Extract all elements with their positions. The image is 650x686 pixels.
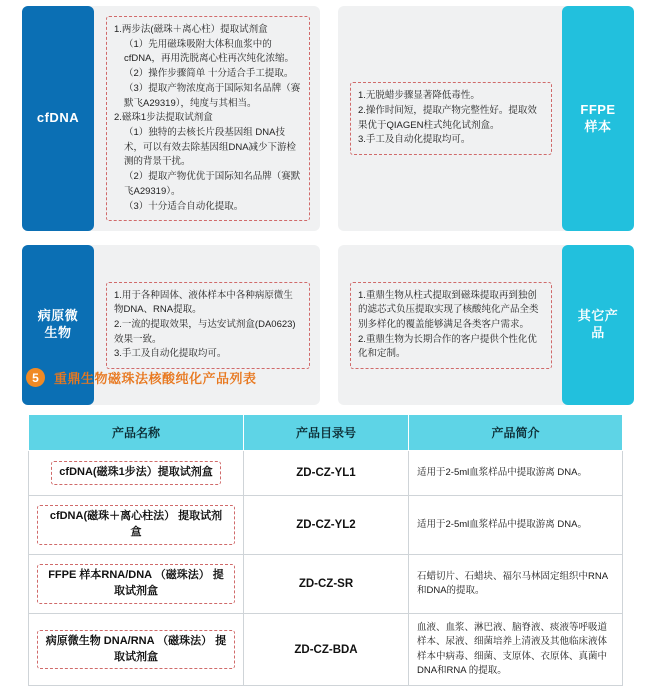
card-cfdna-line-4: 2.磁珠1步法提取试剂盒 [114, 112, 213, 124]
th-catalog-number: 产品目录号 [244, 415, 409, 451]
card-other-body [338, 245, 562, 405]
product-feature-cards [22, 6, 634, 419]
card-cfdna-line-7: （3）十分适合自动化提取。 [124, 200, 244, 212]
card-cfdna-label: cfDNA [22, 6, 94, 231]
cell-description: 适用于2-5ml血浆样品中提取游离 DNA。 [409, 496, 623, 555]
card-ffpe-body [338, 6, 562, 231]
card-ffpe-text [350, 82, 552, 155]
card-pathogen-text [106, 282, 310, 370]
card-other-label [562, 245, 634, 405]
card-pathogen-line-1: 2.一流的提取效果，与达安试剂盒(DA0623) 效果一致。 [114, 318, 296, 345]
table-row [29, 614, 623, 686]
card-other-label-text: 其它产品 [577, 308, 619, 341]
section-number-badge: 5 [26, 368, 45, 387]
card-other-text [350, 282, 552, 370]
card-cfdna-line-1: （1）先用磁珠吸附大体积血浆中的cfDNA，再用洗脱离心柱再次纯化浓缩。 [124, 38, 294, 65]
card-pathogen-line-0: 1.用于各种固体、液体样本中各种病原微生物DNA、RNA提取。 [114, 289, 293, 316]
cell-product-name [29, 555, 244, 614]
cell-catalog: ZD-CZ-YL2 [244, 496, 409, 555]
section-heading [26, 368, 257, 387]
product-table [28, 414, 623, 686]
card-other-line-0: 1.重鼎生物从柱式提取到磁珠提取再到独创的滤芯式负压提取实现了核酸纯化产品全类别多样化的覆盖能够满足各类客户需求。 [358, 289, 539, 330]
cell-catalog: ZD-CZ-BDA [244, 614, 409, 686]
cell-catalog: ZD-CZ-SR [244, 555, 409, 614]
cell-description: 血液、血浆、淋巴液、脑脊液、痰液等呼吸道样本、尿液、细菌培养上清液及其他临床液体样本中病毒、细菌、支原体、衣原体、真菌中DNA和RNA 的提取。 [409, 614, 623, 686]
card-cfdna-line-5: （1）独特的去核长片段基因组 DNA技术，可以有效去除基因组DNA减少下游检测的背景干扰。 [124, 127, 297, 168]
card-ffpe-line-2: 3.手工及自动化提取均可。 [358, 134, 471, 146]
card-cfdna-line-2: （2）操作步骤简单 十分适合手工提取。 [124, 68, 294, 80]
product-table-head [29, 415, 623, 451]
card-ffpe [338, 6, 634, 231]
product-name-text: 病原微生物 DNA/RNA （磁珠法） 提取试剂盒 [37, 630, 235, 670]
card-pathogen-label-text: 病原微生物 [37, 308, 79, 341]
card-pathogen-line-2: 3.手工及自动化提取均可。 [114, 348, 227, 360]
th-description: 产品简介 [409, 415, 623, 451]
table-header-row [29, 415, 623, 451]
card-cfdna-body [94, 6, 320, 231]
card-other [338, 245, 634, 405]
card-cfdna-line-6: （2）提取产物优优于国际知名品牌（赛默飞A29319）。 [124, 171, 301, 197]
product-name-text: cfDNA(磁珠1步法）提取试剂盒 [51, 461, 220, 485]
card-cfdna-line-0: 1.两步法(磁珠＋离心柱）提取试剂盒 [114, 24, 268, 35]
product-name-text: FFPE 样本RNA/DNA （磁珠法） 提取试剂盒 [37, 564, 235, 604]
card-cfdna [22, 6, 320, 231]
cell-description: 适用于2-5ml血浆样品中提取游离 DNA。 [409, 451, 623, 496]
product-table-body [29, 451, 623, 686]
th-product-name: 产品名称 [29, 415, 244, 451]
table-row [29, 555, 623, 614]
card-cfdna-text [106, 16, 310, 221]
card-row-1 [22, 6, 634, 231]
section-title: 重鼎生物磁珠法核酸纯化产品列表 [54, 371, 257, 386]
product-name-text: cfDNA(磁珠＋离心柱法） 提取试剂盒 [37, 505, 235, 545]
cell-description: 石蜡切片、石蜡块、福尔马林固定组织中RNA和DNA的提取。 [409, 555, 623, 614]
card-ffpe-line-0: 1.无脱蜡步骤显著降低毒性。 [358, 90, 480, 102]
card-cfdna-line-3: （3）提取产物浓度高于国际知名品牌（赛默飞A29319），纯度与其相当。 [124, 82, 301, 109]
table-row [29, 451, 623, 496]
card-ffpe-label-text: FFPE样本 [580, 101, 616, 134]
table-row [29, 496, 623, 555]
card-ffpe-line-1: 2.操作时间短，提取产物完整性好。提取效果优于QIAGEN柱式纯化试剂盒。 [358, 104, 537, 131]
cell-product-name [29, 614, 244, 686]
card-ffpe-label [562, 6, 634, 231]
product-table-wrap [28, 414, 622, 686]
cell-product-name [29, 451, 244, 496]
card-other-line-1: 2.重鼎生物为长期合作的客户提供个性化优化和定制。 [358, 333, 537, 360]
cell-catalog: ZD-CZ-YL1 [244, 451, 409, 496]
cell-product-name [29, 496, 244, 555]
